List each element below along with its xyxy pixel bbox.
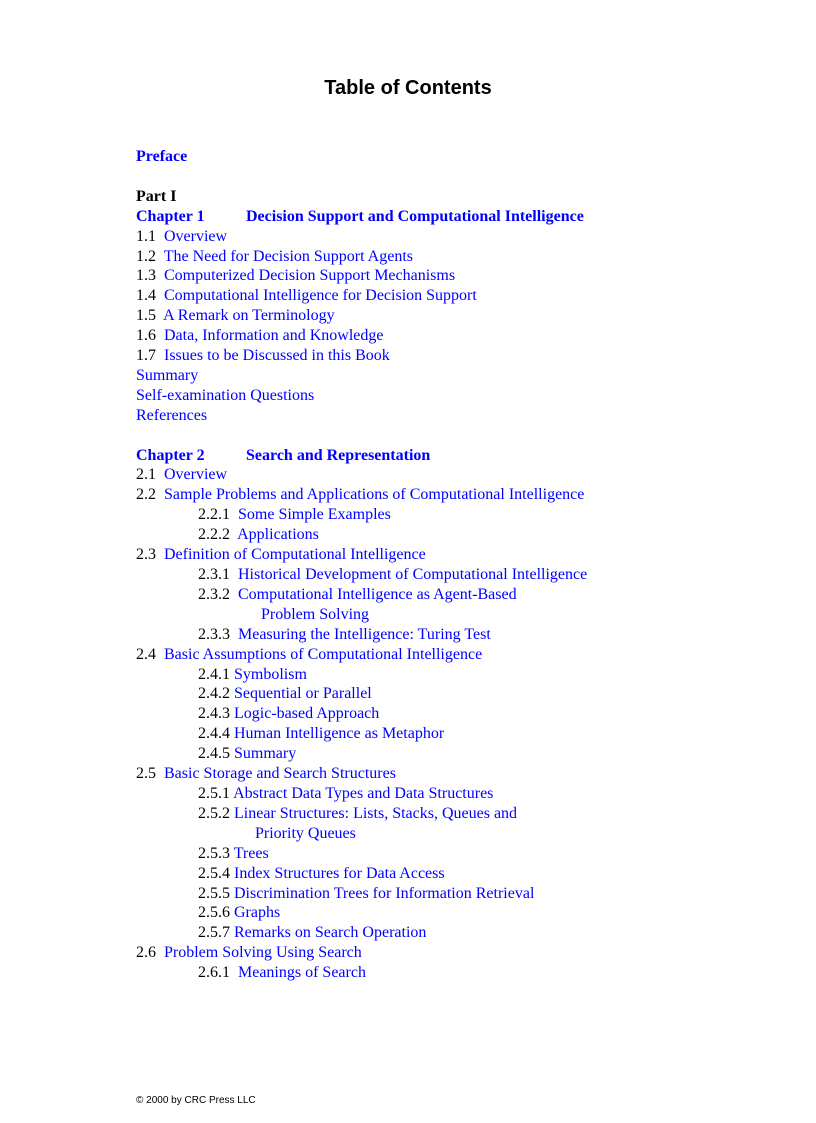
subsection-link[interactable]: Historical Development of Computational Intelligence xyxy=(238,566,588,583)
subsection-number: 2.3.3 xyxy=(198,625,230,643)
chapter-number: Chapter 1 xyxy=(136,207,205,225)
part-heading: Part I xyxy=(136,187,177,205)
table-of-contents xyxy=(136,147,776,983)
subsection-number: 2.5.1 xyxy=(198,784,230,802)
summary-link[interactable]: Summary xyxy=(136,366,199,384)
toc-subentry[interactable] xyxy=(136,505,776,525)
toc-entry[interactable] xyxy=(136,943,776,963)
subsection-continuation[interactable]: Priority Queues xyxy=(255,824,356,842)
section-link[interactable]: Basic Storage and Search Structures xyxy=(164,765,396,783)
subsection-number: 2.4.2 xyxy=(198,685,230,703)
subsection-link[interactable]: Human Intelligence as Metaphor xyxy=(234,725,445,743)
section-link[interactable]: Data, Information and Knowledge xyxy=(164,327,384,345)
subsection-link[interactable]: Symbolism xyxy=(234,665,307,683)
subsection-number: 2.6.1 xyxy=(198,964,230,982)
references-link[interactable]: References xyxy=(136,406,208,424)
section-link[interactable]: Computerized Decision Support Mechanisms xyxy=(164,267,456,285)
section-number: 1.1 xyxy=(136,227,156,245)
chapter-number: Chapter 2 xyxy=(136,446,205,464)
toc-entry[interactable] xyxy=(136,645,776,665)
subsection-link[interactable]: Some Simple Examples xyxy=(238,506,391,524)
subsection-number: 2.2.2 xyxy=(198,526,230,544)
section-link[interactable]: Issues to be Discussed in this Book xyxy=(164,347,390,365)
toc-entry[interactable] xyxy=(136,485,776,505)
subsection-number: 2.4.1 xyxy=(198,665,230,683)
section-link[interactable]: Computational Intelligence for Decision Support xyxy=(164,287,477,305)
subsection-continuation[interactable]: Problem Solving xyxy=(261,605,370,623)
section-number: 1.2 xyxy=(136,247,156,265)
page-title: Table of Contents xyxy=(324,77,492,99)
toc-entry[interactable] xyxy=(136,326,776,346)
section-number: 1.5 xyxy=(136,307,156,325)
subsection-link[interactable]: Measuring the Intelligence: Turing Test xyxy=(238,625,491,643)
subsection-link[interactable]: Index Structures for Data Access xyxy=(234,864,445,882)
toc-entry[interactable] xyxy=(136,764,776,784)
chapter-title: Decision Support and Computational Intelligence xyxy=(246,207,584,225)
subsection-link[interactable]: Discrimination Trees for Information Retrieval xyxy=(234,884,535,902)
subsection-link[interactable]: Graphs xyxy=(234,904,281,922)
toc-entry[interactable] xyxy=(136,306,776,326)
subsection-number: 2.4.3 xyxy=(198,705,230,723)
subsection-number: 2.2.1 xyxy=(198,506,230,524)
toc-preface-link[interactable]: Preface xyxy=(136,148,188,165)
subsection-number: 2.5.6 xyxy=(198,904,230,922)
toc-subentry[interactable] xyxy=(136,625,776,645)
section-number: 2.3 xyxy=(136,546,156,564)
section-link[interactable]: Overview xyxy=(164,466,228,484)
section-number: 1.4 xyxy=(136,287,156,305)
subsection-link[interactable]: Sequential or Parallel xyxy=(234,685,372,703)
toc-subentry[interactable] xyxy=(136,684,776,704)
subsection-number: 2.5.5 xyxy=(198,884,230,902)
subsection-number: 2.5.4 xyxy=(198,864,230,882)
toc-entry[interactable] xyxy=(136,266,776,286)
section-link[interactable]: Definition of Computational Intelligence xyxy=(164,546,426,564)
subsection-link[interactable]: Computational Intelligence as Agent-Based xyxy=(238,585,517,603)
subsection-number: 2.5.2 xyxy=(198,804,230,822)
section-link[interactable]: The Need for Decision Support Agents xyxy=(163,247,413,265)
subsection-link[interactable]: Summary xyxy=(234,745,297,763)
questions-link[interactable]: Self-examination Questions xyxy=(136,386,315,404)
subsection-number: 2.5.7 xyxy=(198,924,230,942)
toc-subentry[interactable] xyxy=(136,923,776,943)
section-link[interactable]: Sample Problems and Applications of Computational Intelligence xyxy=(164,486,585,504)
section-link[interactable]: A Remark on Terminology xyxy=(163,307,335,325)
section-number: 2.2 xyxy=(136,486,156,504)
chapter-2-heading[interactable] xyxy=(136,446,776,466)
toc-subentry[interactable] xyxy=(136,724,776,744)
section-number: 1.7 xyxy=(136,347,156,365)
copyright-footer: © 2000 by CRC Press LLC xyxy=(136,1095,256,1106)
toc-entry[interactable] xyxy=(136,247,776,267)
section-number: 2.5 xyxy=(136,765,156,783)
section-link[interactable]: Problem Solving Using Search xyxy=(164,944,362,962)
subsection-number: 2.4.4 xyxy=(198,725,230,743)
subsection-number: 2.3.2 xyxy=(198,585,230,603)
section-number: 1.6 xyxy=(136,327,156,345)
toc-entry[interactable] xyxy=(136,545,776,565)
toc-subentry[interactable] xyxy=(136,804,776,824)
chapter-1-heading[interactable] xyxy=(136,207,776,227)
section-link[interactable]: Overview xyxy=(164,227,228,245)
chapter-title: Search and Representation xyxy=(246,446,431,464)
subsection-link[interactable]: Applications xyxy=(237,526,319,544)
toc-subentry[interactable] xyxy=(136,903,776,923)
section-number: 1.3 xyxy=(136,267,156,285)
subsection-link[interactable]: Meanings of Search xyxy=(238,964,366,982)
toc-subentry[interactable] xyxy=(136,704,776,724)
toc-subentry[interactable] xyxy=(136,884,776,904)
subsection-number: 2.4.5 xyxy=(198,745,230,763)
toc-subentry[interactable] xyxy=(136,784,776,804)
toc-subentry[interactable] xyxy=(136,744,776,764)
toc-subentry[interactable] xyxy=(136,864,776,884)
subsection-link[interactable]: Trees xyxy=(233,844,269,862)
toc-subentry[interactable] xyxy=(136,963,776,983)
subsection-link[interactable]: Linear Structures: Lists, Stacks, Queues and xyxy=(234,804,518,822)
subsection-link[interactable]: Logic-based Approach xyxy=(234,705,380,723)
subsection-number: 2.5.3 xyxy=(198,844,230,862)
section-number: 2.1 xyxy=(136,466,156,484)
subsection-link[interactable]: Remarks on Search Operation xyxy=(234,924,427,942)
toc-subentry[interactable] xyxy=(136,844,776,864)
toc-entry[interactable] xyxy=(136,465,776,485)
toc-subentry[interactable] xyxy=(136,665,776,685)
subsection-number: 2.3.1 xyxy=(198,566,230,583)
toc-subentry[interactable] xyxy=(136,565,776,585)
toc-subentry[interactable] xyxy=(136,525,776,545)
section-number: 2.4 xyxy=(136,645,156,663)
section-number: 2.6 xyxy=(136,944,156,962)
subsection-link[interactable]: Abstract Data Types and Data Structures xyxy=(233,784,494,802)
section-link[interactable]: Basic Assumptions of Computational Intelligence xyxy=(164,645,483,663)
toc-entry[interactable] xyxy=(136,227,776,247)
toc-entry[interactable] xyxy=(136,346,776,366)
toc-entry[interactable] xyxy=(136,286,776,306)
toc-subentry[interactable] xyxy=(136,585,776,605)
